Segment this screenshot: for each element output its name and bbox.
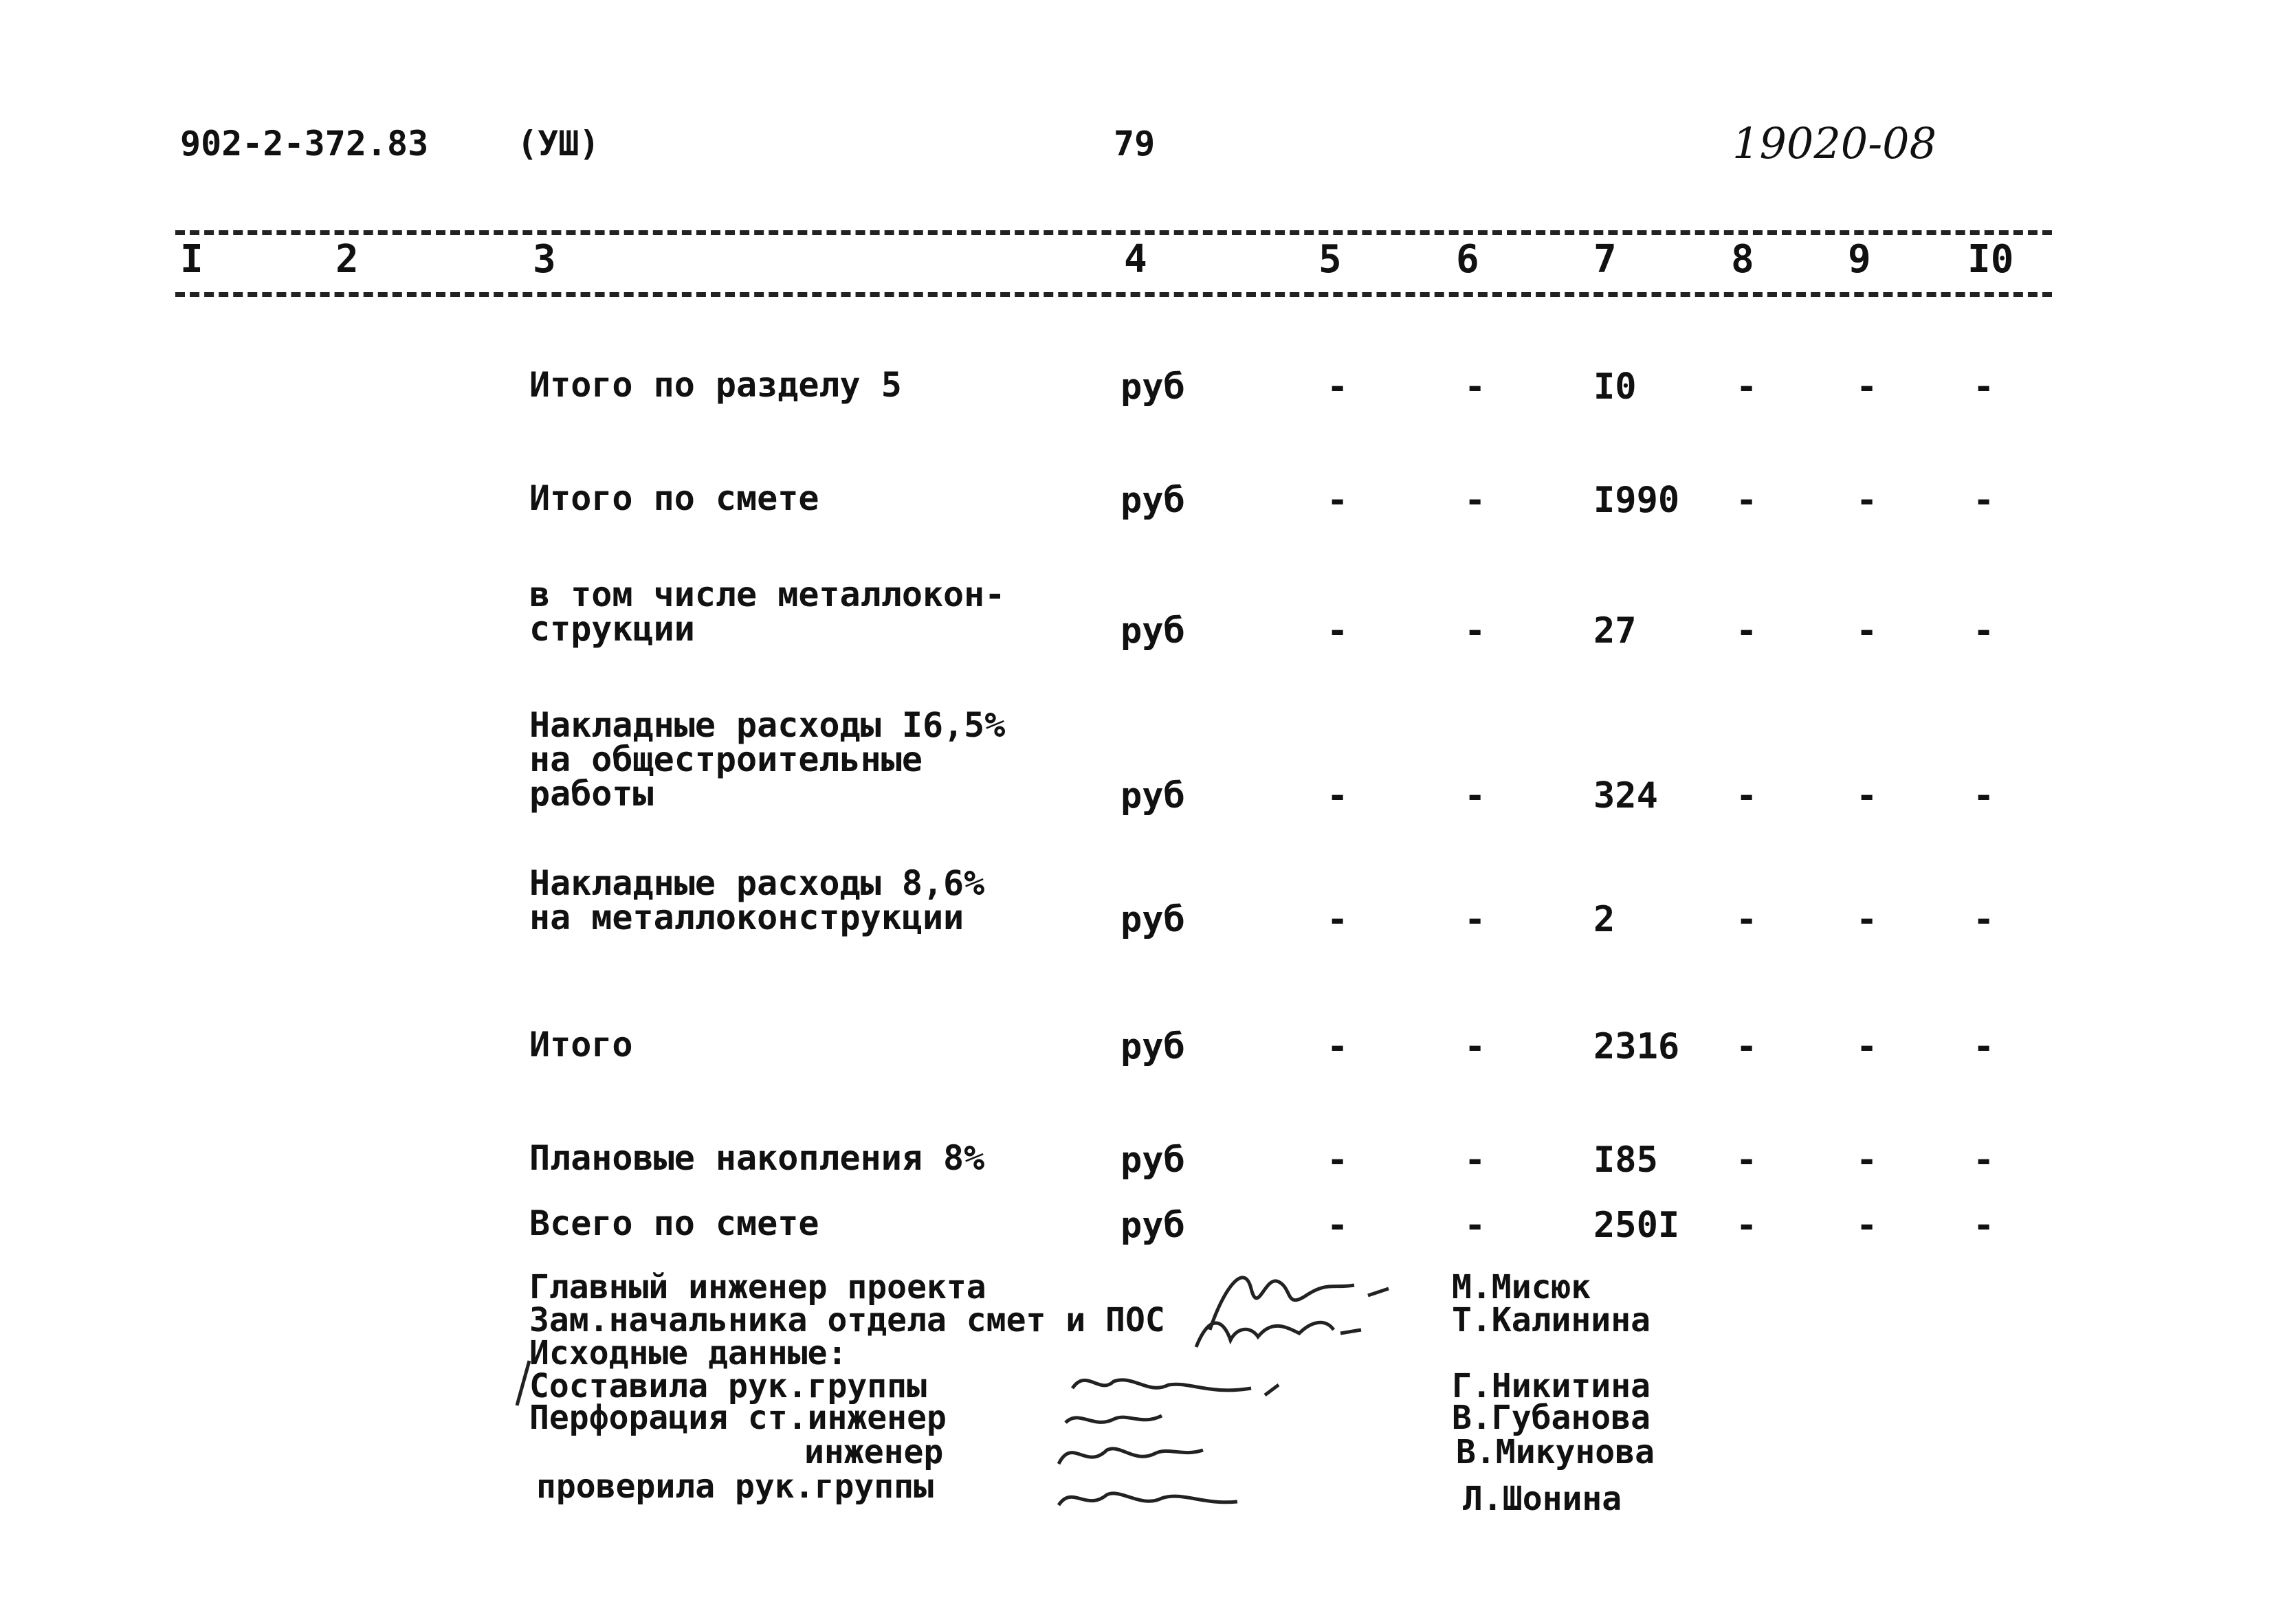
- header-rule-top: [175, 230, 2052, 235]
- row-cell-c10: -: [1973, 775, 1995, 816]
- row-unit: руб: [1121, 480, 1185, 521]
- row-amount: 250I: [1593, 1205, 1680, 1246]
- row-cell-c10: -: [1973, 610, 1995, 652]
- deputy-role: Зам.начальника отдела смет и ПОС: [529, 1301, 1165, 1339]
- col-num-2: 2: [335, 237, 359, 282]
- row-cell-c6: -: [1464, 366, 1486, 408]
- chief-engineer-role: Главный инженер проекта: [529, 1268, 986, 1306]
- col-num-5: 5: [1318, 237, 1342, 282]
- row-cell-c10: -: [1973, 899, 1995, 940]
- row-cell-c9: -: [1856, 899, 1878, 940]
- row-cell-c6: -: [1464, 775, 1486, 816]
- signature-mark-deputy: [1189, 1299, 1368, 1361]
- row-amount: I990: [1593, 480, 1680, 521]
- perforation-name: В.Губанова: [1452, 1399, 1651, 1437]
- engineer-name: В.Микунова: [1456, 1433, 1655, 1471]
- row-amount: 324: [1593, 775, 1658, 816]
- row-cell-c5: -: [1327, 366, 1349, 408]
- row-cell-c5: -: [1327, 775, 1349, 816]
- row-label: Итого: [529, 1025, 633, 1065]
- row-cell-c8: -: [1736, 1139, 1758, 1181]
- engineer-role: инженер: [804, 1433, 944, 1471]
- row-cell-c9: -: [1856, 1139, 1878, 1181]
- section-mark: (УШ): [517, 124, 600, 164]
- bracket-mark: [509, 1357, 536, 1412]
- row-cell-c6: -: [1464, 480, 1486, 521]
- row-cell-c5: -: [1327, 1026, 1349, 1067]
- col-num-8: 8: [1731, 237, 1754, 282]
- col-num-4: 4: [1124, 237, 1147, 282]
- col-num-10: I0: [1967, 237, 2014, 282]
- row-cell-c10: -: [1973, 1205, 1995, 1246]
- row-label: на металлоконструкции: [529, 898, 964, 937]
- row-cell-c5: -: [1327, 1205, 1349, 1246]
- row-cell-c8: -: [1736, 480, 1758, 521]
- col-num-1: I: [180, 237, 203, 282]
- row-cell-c5: -: [1327, 1139, 1349, 1181]
- row-label: струкции: [529, 609, 695, 649]
- row-cell-c10: -: [1973, 1026, 1995, 1067]
- row-label: Плановые накопления 8%: [529, 1138, 985, 1178]
- row-unit: руб: [1121, 775, 1185, 816]
- row-cell-c8: -: [1736, 610, 1758, 652]
- row-cell-c9: -: [1856, 480, 1878, 521]
- page-number: 79: [1114, 124, 1156, 164]
- source-data-label: Исходные данные:: [529, 1334, 848, 1372]
- row-cell-c9: -: [1856, 775, 1878, 816]
- row-cell-c10: -: [1973, 480, 1995, 521]
- row-unit: руб: [1121, 1026, 1185, 1067]
- col-num-6: 6: [1456, 237, 1479, 282]
- row-cell-c6: -: [1464, 1205, 1486, 1246]
- row-cell-c9: -: [1856, 366, 1878, 408]
- row-cell-c8: -: [1736, 899, 1758, 940]
- row-label: работы: [529, 774, 654, 814]
- doc-number: 902-2-372.83: [180, 124, 429, 164]
- row-label: Всего по смете: [529, 1203, 819, 1243]
- row-cell-c8: -: [1736, 775, 1758, 816]
- sheet-code: 19020-08: [1732, 118, 1937, 168]
- header-rule-bottom: [175, 292, 2052, 297]
- deputy-name: Т.Калинина: [1452, 1301, 1651, 1339]
- row-unit: руб: [1121, 366, 1185, 408]
- row-amount: 2316: [1593, 1026, 1680, 1067]
- col-num-9: 9: [1848, 237, 1871, 282]
- row-cell-c5: -: [1327, 480, 1349, 521]
- row-label: на общестроительные: [529, 739, 923, 779]
- row-unit: руб: [1121, 1205, 1185, 1246]
- compiled-name: Г.Никитина: [1452, 1367, 1651, 1405]
- row-label: Итого по разделу 5: [529, 365, 902, 405]
- row-cell-c8: -: [1736, 366, 1758, 408]
- row-cell-c9: -: [1856, 1026, 1878, 1067]
- row-label: в том числе металлокон-: [529, 575, 1006, 614]
- row-cell-c10: -: [1973, 366, 1995, 408]
- row-cell-c8: -: [1736, 1205, 1758, 1246]
- row-unit: руб: [1121, 899, 1185, 940]
- row-label: Накладные расходы 8,6%: [529, 863, 985, 903]
- row-cell-c6: -: [1464, 610, 1486, 652]
- checked-name: Л.Шонина: [1463, 1480, 1622, 1518]
- row-unit: руб: [1121, 1139, 1185, 1181]
- row-label: Накладные расходы I6,5%: [529, 705, 1006, 745]
- row-cell-c8: -: [1736, 1026, 1758, 1067]
- row-cell-c9: -: [1856, 610, 1878, 652]
- checked-role: проверила рук.группы: [536, 1467, 934, 1506]
- row-cell-c5: -: [1327, 610, 1349, 652]
- row-unit: руб: [1121, 610, 1185, 652]
- row-cell-c9: -: [1856, 1205, 1878, 1246]
- row-amount: 27: [1593, 610, 1637, 652]
- col-num-7: 7: [1593, 237, 1617, 282]
- chief-engineer-name: М.Мисюк: [1452, 1268, 1591, 1306]
- row-cell-c6: -: [1464, 1026, 1486, 1067]
- row-cell-c10: -: [1973, 1139, 1995, 1181]
- row-label: Итого по смете: [529, 478, 819, 518]
- compiled-role: Составила рук.группы: [529, 1367, 927, 1405]
- row-cell-c5: -: [1327, 899, 1349, 940]
- signature-mark-group: [1045, 1368, 1292, 1539]
- perforation-role: Перфорация ст.инженер: [529, 1399, 947, 1437]
- col-num-3: 3: [533, 237, 556, 282]
- row-cell-c6: -: [1464, 899, 1486, 940]
- row-amount: I85: [1593, 1139, 1658, 1181]
- row-amount: 2: [1593, 899, 1615, 940]
- row-cell-c6: -: [1464, 1139, 1486, 1181]
- row-amount: I0: [1593, 366, 1637, 408]
